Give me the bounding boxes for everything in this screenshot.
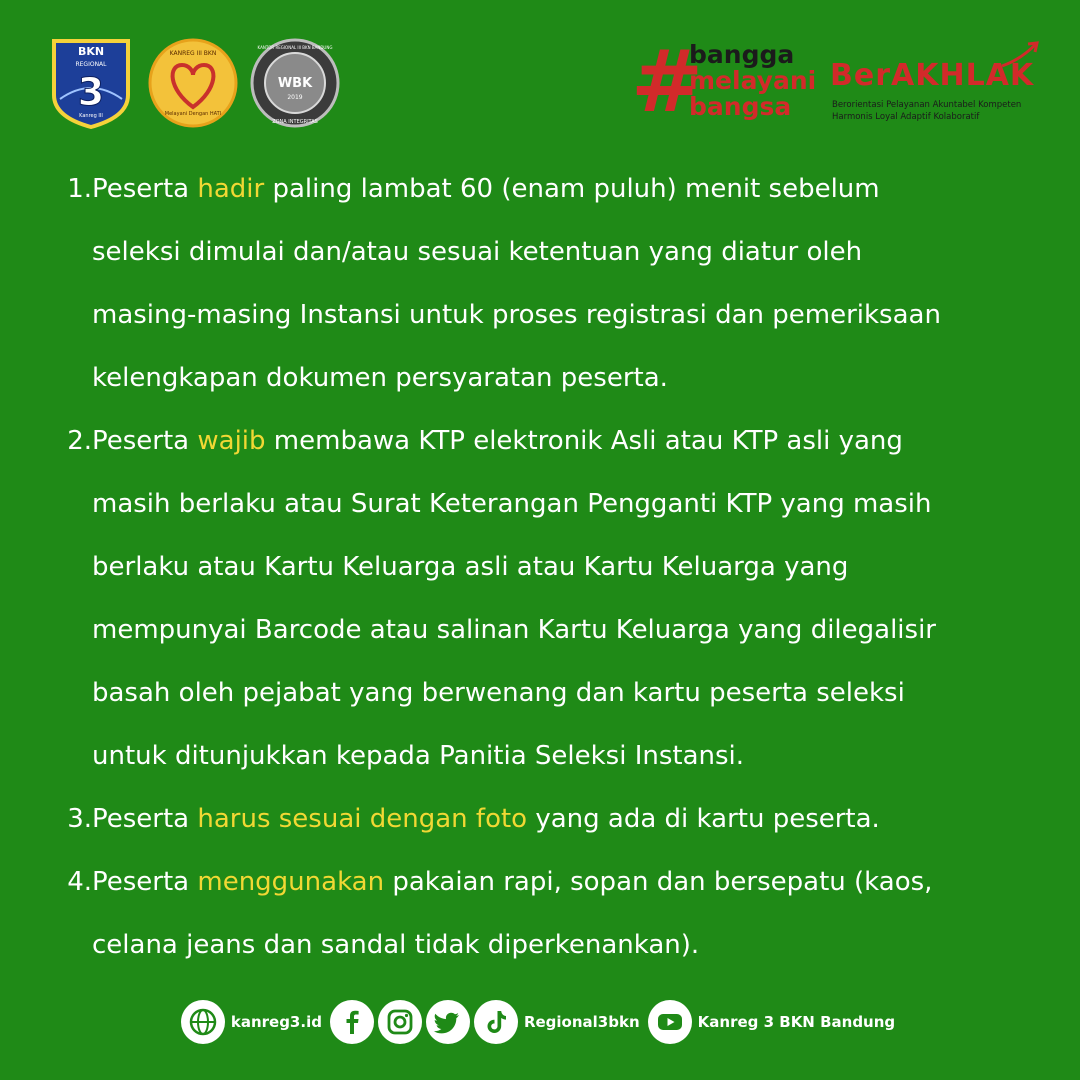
text-line — [92, 851, 1052, 914]
facebook-icon[interactable] — [330, 1000, 374, 1044]
svg-text:Melayani Dengan HATI: Melayani Dengan HATI — [164, 111, 222, 117]
list-text — [92, 158, 1052, 410]
list-number: 2. — [67, 426, 92, 456]
svg-text:REGIONAL: REGIONAL — [75, 61, 107, 68]
bangsa-word: bangsa — [689, 92, 792, 121]
website-link[interactable]: kanreg3.id — [230, 1013, 322, 1031]
social-handle[interactable]: Regional3bkn — [523, 1013, 640, 1031]
text-segment: kelengkapan dokumen persyaratan peserta. — [92, 363, 668, 393]
header-logos-right — [631, 32, 1040, 132]
berakhlak-values-2: Harmonis Loyal Adaptif Kolaboratif — [832, 112, 980, 122]
text-segment: basah oleh pejabat yang berwenang dan kartu peserta seleksi — [92, 678, 905, 708]
highlighted-keyword: menggunakan — [197, 867, 385, 897]
hashtag-icon: # — [631, 32, 704, 132]
wbk-zona-integritas-logo — [250, 37, 340, 129]
list-number: 3. — [67, 804, 92, 834]
list-text — [92, 410, 1052, 788]
svg-text:KANREG III BKN: KANREG III BKN — [169, 50, 217, 57]
youtube-icon[interactable] — [648, 1000, 692, 1044]
berakhlak-word: BerAKHLAK — [830, 58, 1035, 93]
requirements-list — [62, 158, 1052, 977]
text-segment: celana jeans dan sandal tidak diperkenankan). — [92, 930, 700, 960]
instagram-icon[interactable] — [378, 1000, 422, 1044]
list-item — [62, 410, 1052, 788]
svg-text:Kanreg III: Kanreg III — [79, 113, 103, 119]
text-line — [92, 599, 1052, 662]
svg-text:KANTOR REGIONAL III BKN BANDUN: KANTOR REGIONAL III BKN BANDUNG — [257, 45, 333, 50]
berakhlak-values-1: Berorientasi Pelayanan Akuntabel Kompeten — [832, 100, 1022, 110]
svg-text:WBK: WBK — [277, 76, 313, 91]
bkn-regional-3-logo — [46, 37, 136, 129]
highlighted-keyword: hadir — [197, 174, 265, 204]
text-segment: mempunyai Barcode atau salinan Kartu Keluarga yang dilegalisir — [92, 615, 936, 645]
text-line — [92, 221, 1052, 284]
text-line — [92, 347, 1052, 410]
text-line — [92, 725, 1052, 788]
text-segment: masing-masing Instansi untuk proses registrasi dan pemeriksaan — [92, 300, 941, 330]
text-segment: masih berlaku atau Surat Keterangan Pengganti KTP yang masih — [92, 489, 932, 519]
tiktok-icon[interactable] — [474, 1000, 518, 1044]
header-logos-left — [46, 37, 340, 129]
text-segment: yang ada di kartu peserta. — [527, 804, 880, 834]
text-segment: Peserta — [92, 426, 198, 456]
text-line — [92, 473, 1052, 536]
text-segment: Peserta — [92, 867, 198, 897]
text-segment: untuk ditunjukkan kepada Panitia Seleksi Instansi. — [92, 741, 745, 771]
list-item — [62, 788, 1052, 851]
twitter-icon[interactable] — [426, 1000, 470, 1044]
text-line — [92, 158, 1052, 221]
text-segment: Peserta — [92, 804, 198, 834]
text-segment: membawa KTP elektronik Asli atau KTP asli yang — [265, 426, 903, 456]
youtube-channel[interactable]: Kanreg 3 BKN Bandung — [697, 1013, 896, 1031]
text-line — [92, 410, 1052, 473]
bangga-melayani-bangsa-logo — [631, 32, 817, 132]
text-segment: Peserta — [92, 174, 198, 204]
text-line — [92, 662, 1052, 725]
footer-social — [0, 1000, 1080, 1044]
highlighted-keyword: harus sesuai dengan foto — [197, 804, 528, 834]
melayani-word: melayani — [689, 66, 817, 95]
text-segment: berlaku atau Kartu Keluarga asli atau Kartu Keluarga yang — [92, 552, 849, 582]
svg-text:3: 3 — [77, 70, 105, 114]
text-line — [92, 284, 1052, 347]
text-line — [92, 914, 1052, 977]
globe-icon[interactable] — [181, 1000, 225, 1044]
text-segment: pakaian rapi, sopan dan bersepatu (kaos, — [384, 867, 933, 897]
highlighted-keyword: wajib — [197, 426, 266, 456]
list-item — [62, 158, 1052, 410]
bangga-word: bangga — [689, 40, 795, 69]
text-line — [92, 536, 1052, 599]
berakhlak-logo — [830, 40, 1040, 128]
list-item — [62, 851, 1052, 977]
svg-text:2019: 2019 — [287, 94, 303, 101]
svg-text:BKN: BKN — [77, 45, 105, 58]
list-text — [92, 788, 1052, 851]
list-number: 4. — [67, 867, 92, 897]
list-number: 1. — [67, 174, 92, 204]
list-text — [92, 851, 1052, 977]
svg-text:ZONA INTEGRITAS: ZONA INTEGRITAS — [272, 119, 318, 125]
text-segment: seleksi dimulai dan/atau sesuai ketentuan yang diatur oleh — [92, 237, 863, 267]
text-line — [92, 788, 1052, 851]
text-segment: paling lambat 60 (enam puluh) menit sebelum — [264, 174, 880, 204]
kanreg-hati-logo — [148, 37, 238, 129]
